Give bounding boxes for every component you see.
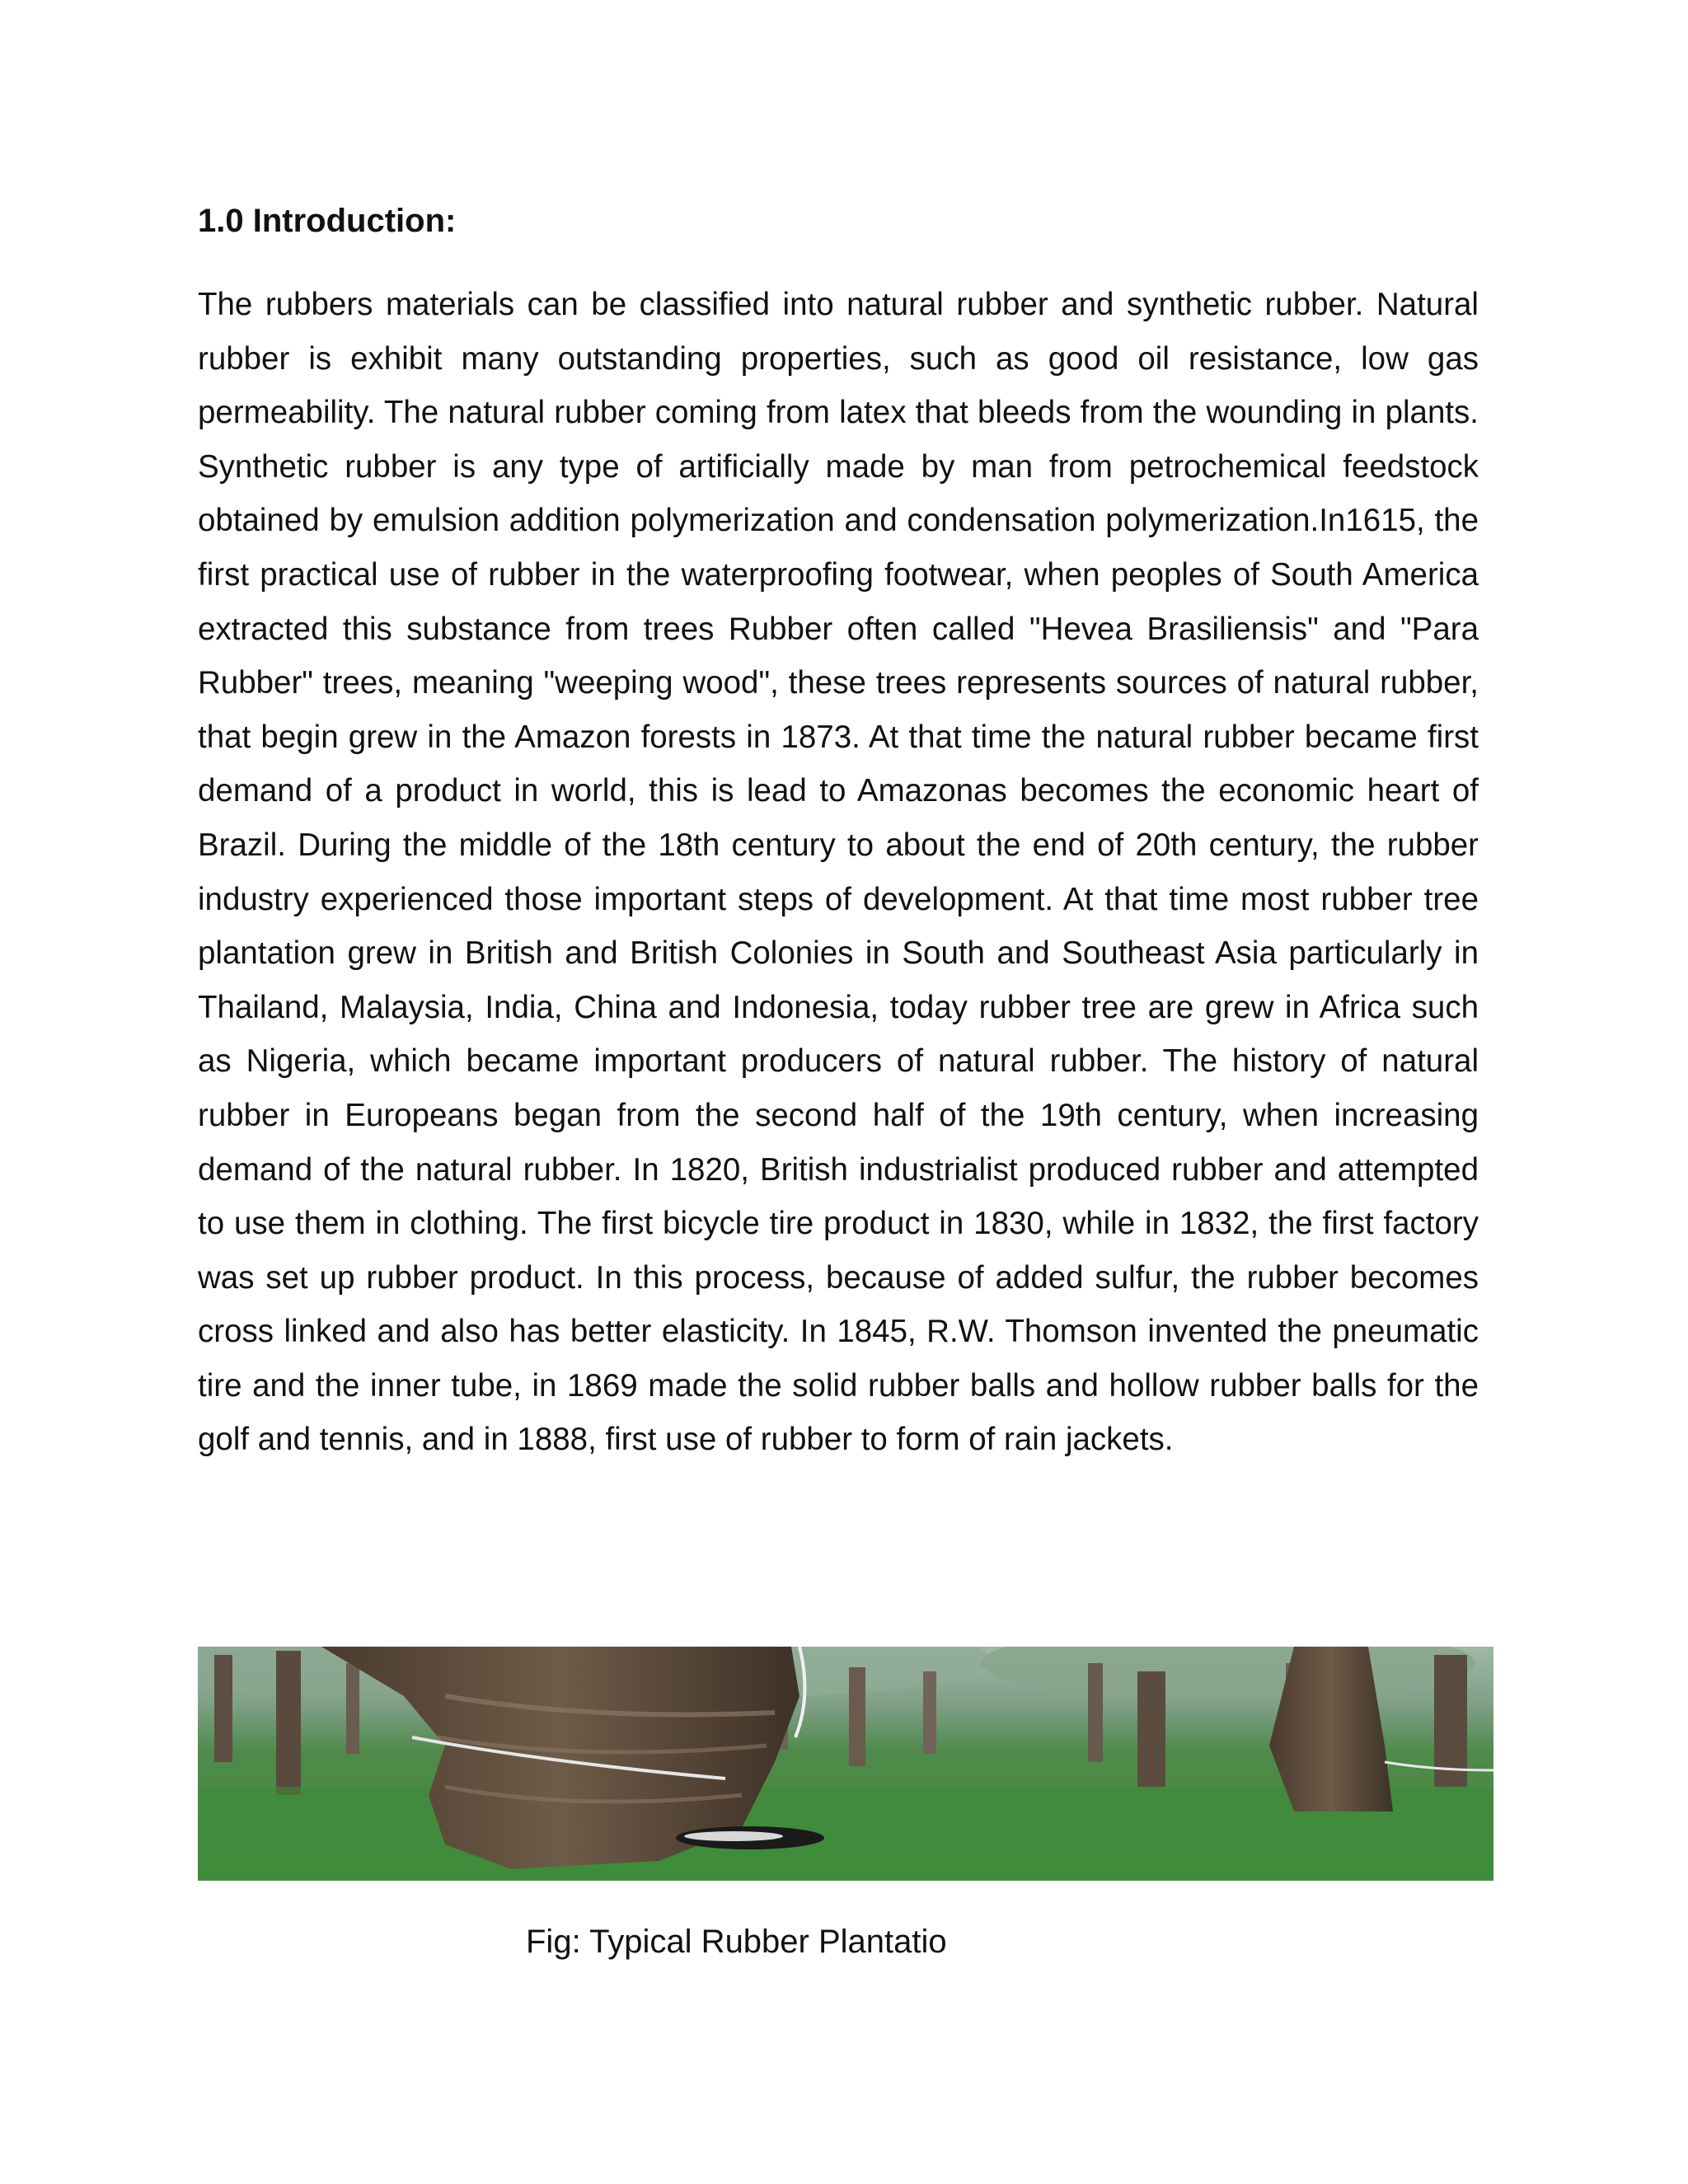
rubber-plantation-photo [198, 1647, 1493, 1881]
section-heading: 1.0 Introduction: [198, 203, 457, 239]
figure-caption: Fig: Typical Rubber Plantatio [526, 1924, 947, 1960]
introduction-paragraph: The rubbers materials can be classified into natural rubber and synthetic rubber. Natural rubber is exhibit many outstanding properties, such as good oil resistance, low gas permeability. The natural rubber coming from latex that bleeds from the wounding in plants. Synthetic rubber is any type of artificially made by man from petrochemical feedstock obtained by emulsion addition polymerization and condensation polymerization.In1615, the first practical use of rubber in the waterproofing footwear, when peoples of South America extracted this substance from trees Rubber often called "Hevea Brasiliensis" and "Para Rubber" trees, meaning "weeping wood", these trees represents sources of natural rubber, that begin grew in the Amazon forests in 1873. At that time the natural rubber became first demand of a product in world, this is lead to Amazonas becomes the economic heart of Brazil. During the middle of the 18th century to about the end of 20th century, the rubber industry experienced those important steps of development. At that time most rubber tree plantation grew in British and British Colonies in South and Southeast Asia particularly in Thailand, Malaysia, India, China and Indonesia, today rubber tree are grew in Africa such as Nigeria, which became important producers of natural rubber. The history of natural rubber in Europeans began from the second half of the 19th century, when increasing demand of the natural rubber. In 1820, British industrialist produced rubber and attempted to use them in clothing. The first bicycle tire product in 1830, while in 1832, the first factory was set up rubber product. In this process, because of added sulfur, the rubber becomes cross linked and also has better elasticity. In 1845, R.W. Thomson invented the pneumatic tire and the inner tube, in 1869 made the solid rubber balls and hollow rubber balls for the golf and tennis, and in 1888, first use of rubber to form of rain jackets. [198, 287, 1479, 1458]
